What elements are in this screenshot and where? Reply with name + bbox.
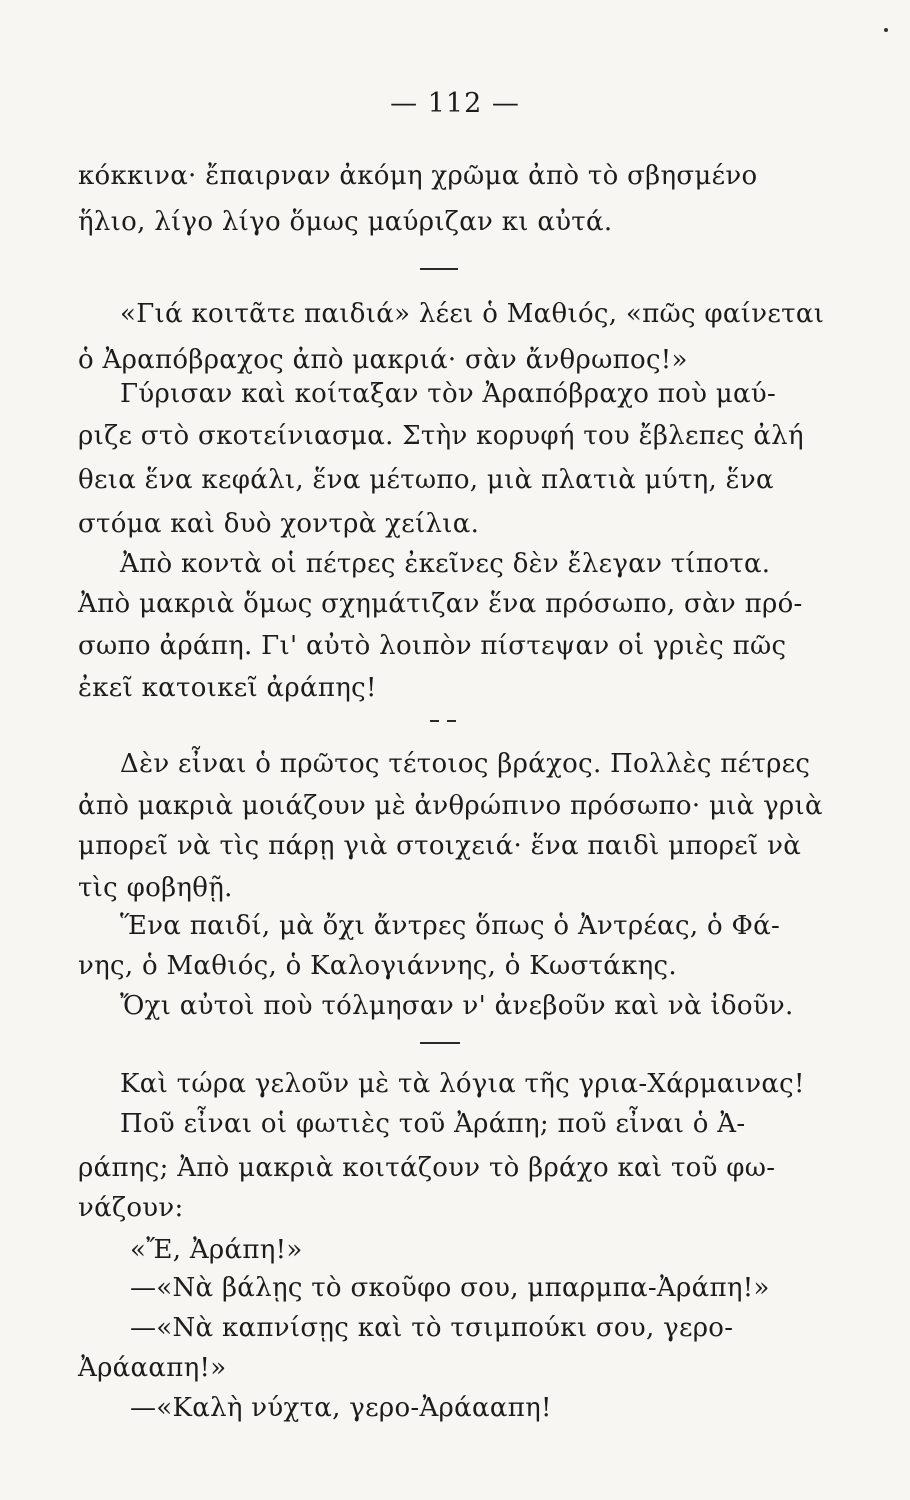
text-line: —«Καλὴ νύχτα, γερο-Ἀράααπη! bbox=[130, 1393, 552, 1423]
text-line: ὁ Ἀραπόβραχος ἀπὸ μακριά· σὰν ἄνθρωπος!» bbox=[78, 345, 688, 375]
text-line: νάζουν: bbox=[78, 1193, 184, 1223]
text-line: Ἀράααπη!» bbox=[78, 1353, 227, 1383]
section-divider bbox=[420, 268, 458, 270]
text-line: Ὄχι αὐτοὶ ποὺ τόλμησαν ν' ἀνεβοῦν καὶ νὰ ἰδοῦν. bbox=[120, 991, 794, 1021]
text-line: «Γιά κοιτᾶτε παιδιά» λέει ὁ Μαθιός, «πῶς φαίνεται bbox=[120, 299, 825, 329]
text-line: «Ἔ, Ἀράπη!» bbox=[130, 1235, 303, 1265]
text-line: —«Νὰ καπνίσῃς καὶ τὸ τσιμπούκι σου, γερο- bbox=[130, 1313, 734, 1343]
text-line: τὶς φοβηθῇ. bbox=[78, 873, 233, 903]
section-divider bbox=[430, 720, 439, 722]
text-line: Ἀπὸ μακριὰ ὅμως σχημάτιζαν ἕνα πρόσωπο, σὰν πρό- bbox=[78, 589, 803, 619]
text-line: ριζε στὸ σκοτείνιασμα. Στὴν κορυφή του ἔβλεπες ἀλή bbox=[78, 421, 804, 451]
text-line: σωπο ἀράπη. Γι' αὐτὸ λοιπὸν πίστεψαν οἱ γριὲς πῶς bbox=[78, 631, 787, 661]
text-line: Ποῦ εἶναι οἱ φωτιὲς τοῦ Ἀράπη; ποῦ εἶναι ὁ Ἀ- bbox=[120, 1109, 746, 1139]
text-line: ράπης; Ἀπὸ μακριὰ κοιτάζουν τὸ βράχο καὶ τοῦ φω- bbox=[78, 1153, 776, 1183]
section-divider bbox=[447, 720, 456, 722]
text-line: θεια ἕνα κεφάλι, ἕνα μέτωπο, μιὰ πλατιὰ μύτη, ἕνα bbox=[78, 465, 774, 495]
text-line: κόκκινα· ἔπαιρναν ἀκόμη χρῶμα ἀπὸ τὸ σβησμένο bbox=[78, 161, 758, 191]
speck bbox=[884, 28, 888, 32]
text-line: νης, ὁ Μαθιός, ὁ Καλογιάννης, ὁ Κωστάκης. bbox=[78, 951, 677, 981]
text-line: μπορεῖ νὰ τὶς πάρῃ γιὰ στοιχειά· ἕνα παιδὶ μπορεῖ νὰ bbox=[78, 831, 802, 861]
page-number: — 112 — bbox=[390, 88, 520, 119]
text-line: Γύρισαν καὶ κοίταξαν τὸν Ἀραπόβραχο ποὺ μαύ- bbox=[120, 379, 777, 409]
text-line: Δὲν εἶναι ὁ πρῶτος τέτοιος βράχος. Πολλὲς πέτρες bbox=[120, 749, 811, 779]
text-line: ἀπὸ μακριὰ μοιάζουν μὲ ἀνθρώπινο πρόσωπο· μιὰ γριὰ bbox=[78, 791, 823, 821]
text-line: ἐκεῖ κατοικεῖ ἀράπης! bbox=[78, 673, 377, 703]
text-line: Καὶ τώρα γελοῦν μὲ τὰ λόγια τῆς γρια-Χάρμαινας! bbox=[120, 1069, 805, 1099]
text-line: Ἀπὸ κοντὰ οἱ πέτρες ἐκεῖνες δὲν ἔλεγαν τίποτα. bbox=[120, 549, 771, 579]
section-divider bbox=[420, 1042, 460, 1044]
text-line: Ἕνα παιδί, μὰ ὄχι ἄντρες ὅπως ὁ Ἀντρέας, ὁ Φά- bbox=[120, 911, 781, 941]
text-line: στόμα καὶ δυὸ χοντρὰ χείλια. bbox=[78, 509, 480, 539]
text-line: ἥλιο, λίγο λίγο ὅμως μαύριζαν κι αὐτά. bbox=[78, 207, 613, 237]
text-line: —«Νὰ βάλῃς τὸ σκοῦφο σου, μπαρμπα-Ἀράπη!» bbox=[130, 1273, 770, 1303]
